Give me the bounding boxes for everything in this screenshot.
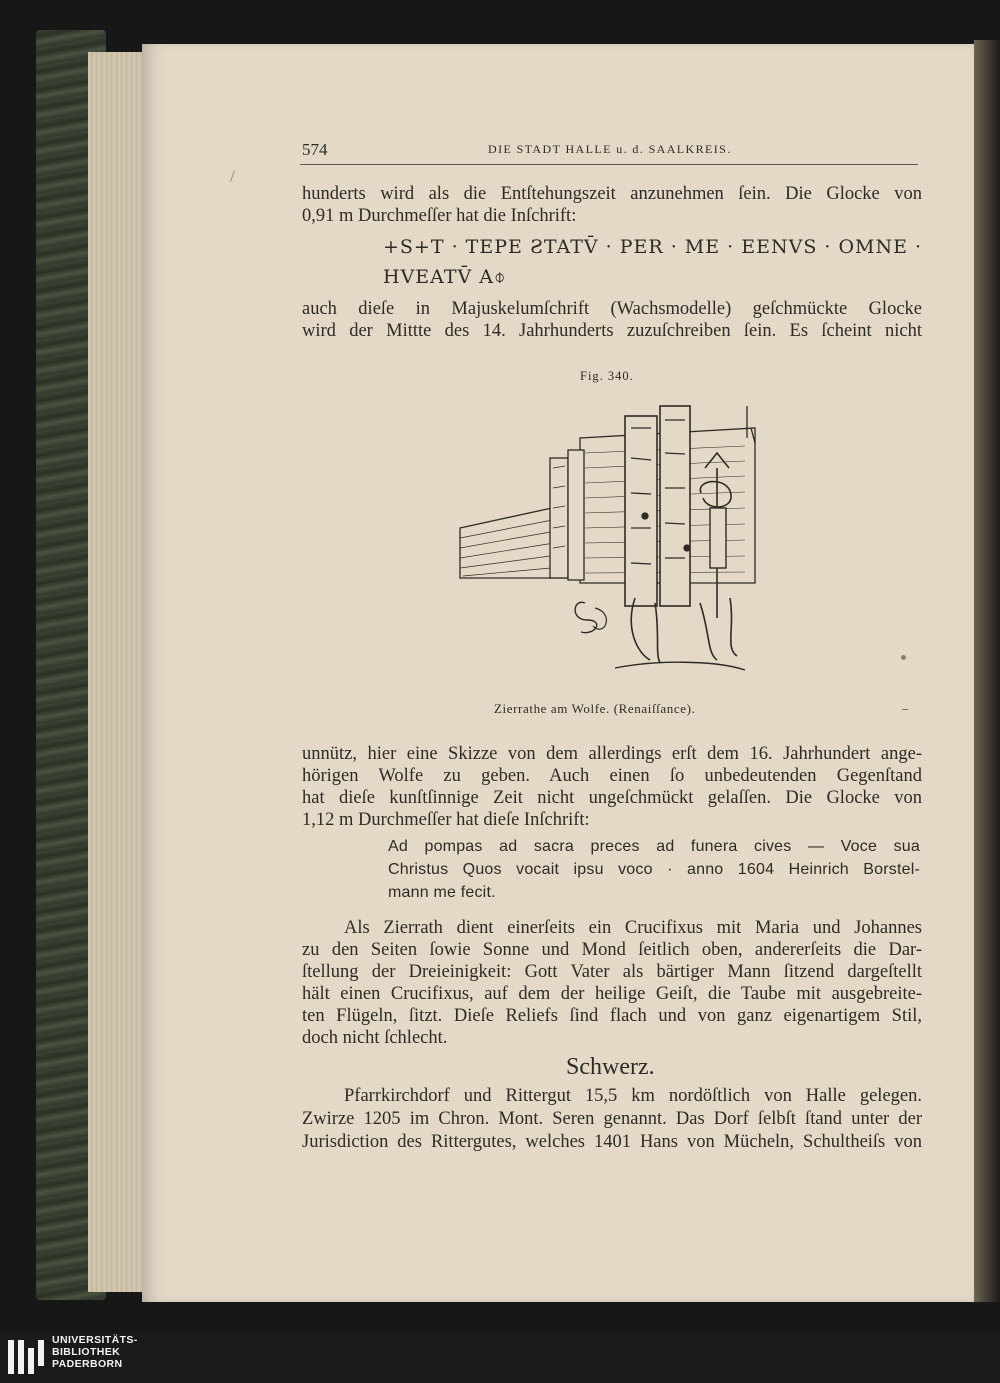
text-line: doch nicht ſchlecht. [302,1028,448,1048]
figure-caption: Zierrathe am Wolfe. (Renaiſſance). [494,701,696,716]
text-line: Als Zierrath dient einerſeits ein Crucifixus mit Maria und Johannes [344,918,922,938]
figure-illustration [455,398,775,690]
library-name-line: PADERBORN [52,1358,123,1370]
bell-inscription-line: +S+T · TEPE ƧTATV̄ · PER · ME · EENVS · OMNE · [383,236,923,258]
bell-inscription-line: mann me fecit. [388,884,496,901]
bell-inscription-line: HVEATV̄ A⌽ [383,266,507,288]
figure-label: Fig. 340. [580,369,634,383]
bell-inscription-line: Christus Quos vocait ipsu voco · anno 1604 Heinrich Borstel- [388,861,920,878]
text-line: hält einen Crucifixus, auf dem der heilige Geiſt, die Taube mit ausgebreite- [302,984,922,1004]
section-heading: Schwerz. [566,1054,655,1080]
text-line: hunderts wird als die Entſtehungszeit anzunehmen ſein. Die Glocke von [302,184,922,204]
page-speck [901,655,906,660]
text-line: Jurisdiction des Rittergutes, welches 1401 Hans von Mücheln, Schultheiſs von [302,1132,922,1152]
library-logo-icon [4,1334,48,1378]
text-line: 1,12 m Durchmeſſer hat dieſe Inſchrift: [302,810,590,830]
text-line: Pfarrkirchdorf und Rittergut 15,5 km nordöſtlich von Halle gelegen. [344,1086,922,1106]
page-speck [902,709,908,710]
text-line: 0,91 m Durchmeſſer hat die Inſchrift: [302,206,577,226]
library-name-line: UNIVERSITÄTS- [52,1334,138,1346]
text-line: wird der Mittte des 14. Jahrhunderts zuzuſchreiben ſein. Es ſcheint nicht [302,321,922,341]
library-footer [0,1332,1000,1383]
text-line: unnütz, hier eine Skizze von dem allerdings erſt dem 16. Jahrhundert ange- [302,744,922,764]
running-title: DIE STADT HALLE u. d. SAALKREIS. [488,142,732,156]
facing-page-edge [974,40,1000,1302]
text-line: auch dieſe in Majuskelumſchrift (Wachsmodelle) geſchmückte Glocke [302,299,922,319]
text-line: zu den Seiten ſowie Sonne und Mond ſeitlich oben, andererſeits die Dar- [302,940,922,960]
text-line: ſtellung der Dreieinigkeit: Gott Vater als bärtiger Mann ſitzend dargeſtellt [302,962,922,982]
bell-inscription-line: Ad pompas ad sacra preces ad funera cives — Voce sua [388,838,920,855]
text-line: ten Flügeln, ſitzt. Dieſe Reliefs ſind flach und von ganz eigenartigem Stil, [302,1006,922,1026]
library-name-line: BIBLIOTHEK [52,1346,121,1358]
header-rule [300,164,918,165]
text-line: Zwirze 1205 im Chron. Mont. Seren genannt. Das Dorf ſelbſt ſtand unter der [302,1109,922,1129]
text-line: hat dieſe kunſtſinnige Zeit nicht ungeſchmückt gelaſſen. Die Glocke von [302,788,922,808]
page-number: 574 [302,140,328,159]
page-edge-stack [88,52,150,1292]
text-line: hörigen Wolfe zu geben. Auch einen ſo unbedeutenden Gegenſtand [302,766,922,786]
